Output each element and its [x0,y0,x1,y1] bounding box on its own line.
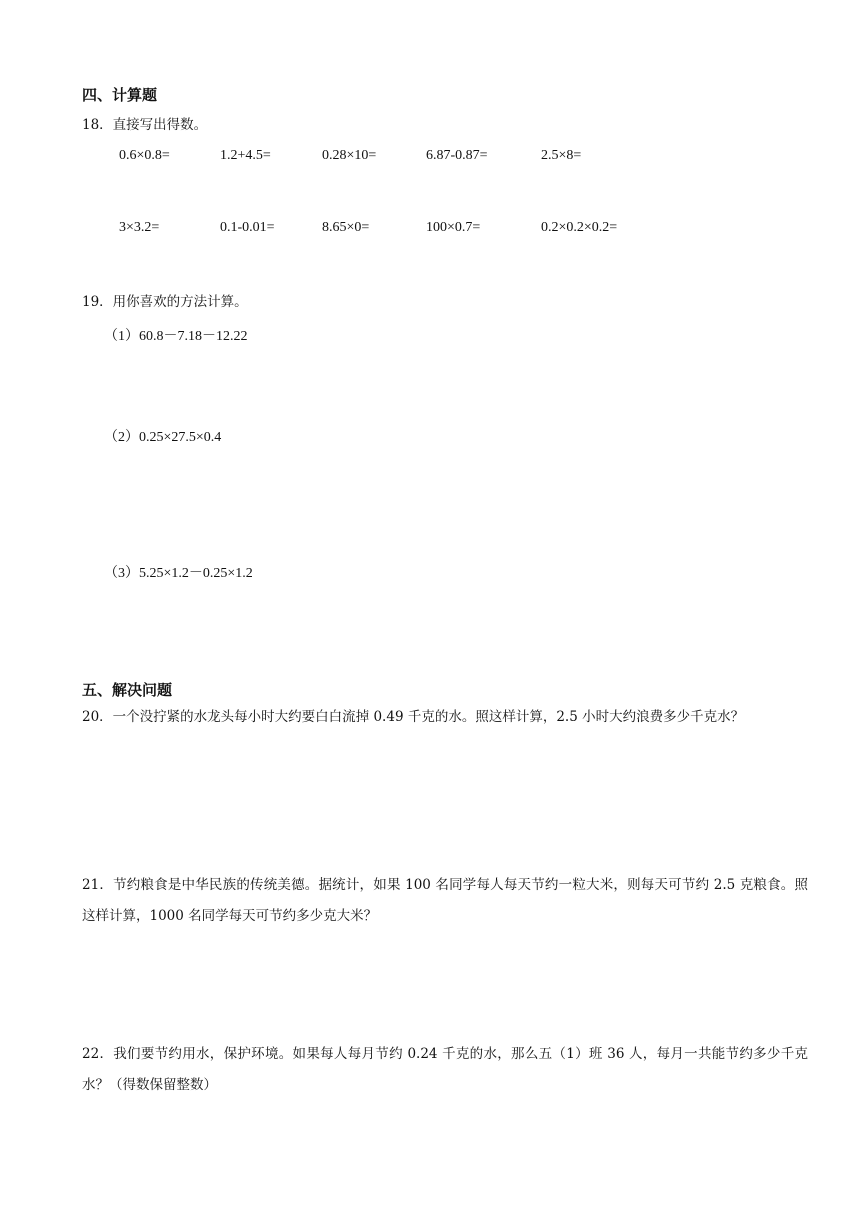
question-22: 22．我们要节约用水，保护环境。如果每人每月节约 0.24 千克的水，那么五（1）班 36 人，每月一共能节约多少千克水？（得数保留整数） [82,1046,808,1093]
question-18-stem: 18．直接写出得数。 [82,117,208,133]
question-19-item-1: （1）60.8－7.18－12.22 [104,329,248,344]
section-5-heading: 五、解决问题 [82,681,173,699]
mental-math-item: 6.87-0.87= [426,148,488,163]
section-4-heading: 四、计算题 [82,86,158,104]
mental-math-item: 0.2×0.2×0.2= [541,220,618,235]
question-19-item-2: （2）0.25×27.5×0.4 [104,430,222,445]
mental-math-item: 100×0.7= [426,220,481,235]
question-20: 20．一个没拧紧的水龙头每小时大约要白白流掉 0.49 千克的水。照这样计算，2.5 小时大约浪费多少千克水？ [82,709,745,725]
question-19-item-3: （3）5.25×1.2－0.25×1.2 [104,566,253,581]
mental-math-item: 1.2+4.5= [220,148,271,163]
question-21: 21．节约粮食是中华民族的传统美德。据统计，如果 100 名同学每人每天节约一粒大米，则每天可节约 2.5 克粮食。照这样计算，1000 名同学每天可节约多少克大米？ [82,877,808,924]
mental-math-item: 2.5×8= [541,148,582,163]
mental-math-item: 0.6×0.8= [119,148,170,163]
mental-math-item: 0.1-0.01= [220,220,275,235]
mental-math-item: 8.65×0= [322,220,370,235]
mental-math-item: 0.28×10= [322,148,377,163]
question-19-stem: 19．用你喜欢的方法计算。 [82,294,248,310]
mental-math-item: 3×3.2= [119,220,160,235]
